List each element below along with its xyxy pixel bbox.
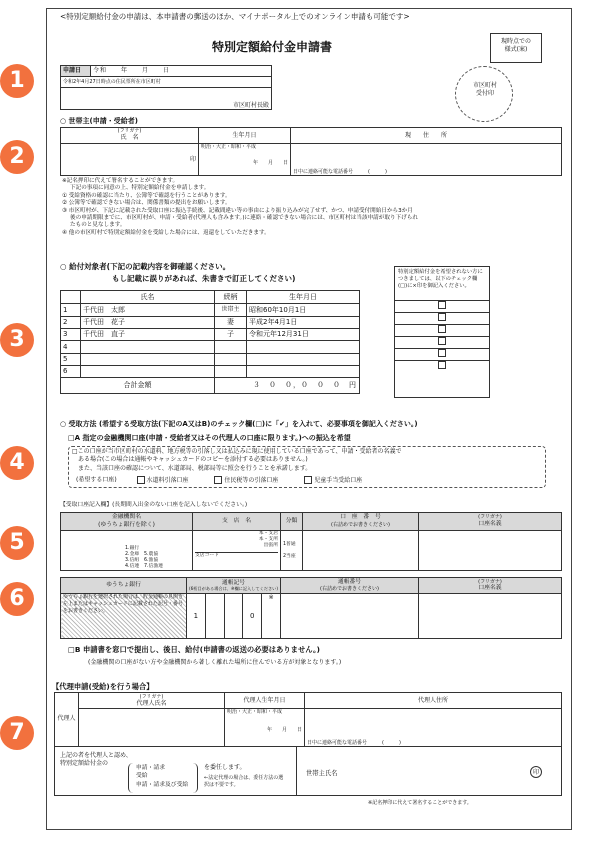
total-label: 合計金額 [61,378,215,394]
marker-2: 2 [0,140,34,174]
entrust-text: を委任します。 [204,764,246,771]
option-a-accounts: (希望する口座) 水道料引落口座 住民税等の引落口座 児童手当受給口座 [76,476,363,484]
proxy-address-header: 代理人住所 [305,693,562,709]
householder-table [60,127,562,176]
account-type-field[interactable]: 1普通 2当座 [281,531,303,571]
marker-6: 6 [0,582,34,616]
optout-checkboxes [394,300,490,372]
proxy-name-field[interactable] [79,709,225,747]
page-title: 特別定額給付金申請書 [212,40,333,54]
option-a-label[interactable]: □A 指定の金融機関口座(申請・受給者又はその代理人の口座に限ります。)への振込を希望 [68,434,351,442]
optout-checkbox-4[interactable] [438,337,446,345]
signature-footnote: ※記名押印に代えて署名することができます。 [368,800,472,806]
col-dob: 生年月日 [247,291,360,304]
col-relation: 続柄 [215,291,247,304]
recipients-table [60,290,360,394]
optout-checkbox-2[interactable] [438,313,446,321]
bank-caption: 【受取口座記入欄】(長期間入出金のない口座を記入しないでください。) [60,502,248,508]
marker-1: 1 [0,64,34,98]
householder-address-header: 現 住 所 [291,128,562,144]
holder-header: (フリガナ) 口座名義 [419,513,562,531]
table-row: 4 [61,341,360,353]
proxy-dob-header: 代理人生年月日 [225,693,305,709]
householder-name-header: (フリガナ) 氏 名 [61,128,199,144]
branch-field[interactable]: 本・支店 本・支所 出張所 支店コード [193,531,281,571]
recipients-heading: ○ 給付対象者(下記の記載内容を御確認ください。 [60,262,231,271]
entrust-note: ←法定代理の場合は、委任方法の選択は不要です。 [204,775,284,788]
proxy-address-field[interactable]: 日中に連絡可能な電話番号 ( ) [305,709,562,747]
optout-checkbox-3[interactable] [438,325,446,333]
water-checkbox[interactable] [137,476,145,484]
date-field[interactable]: 令和 年 月 日 [91,66,272,77]
yucho-code-field[interactable]: 1 0 ※ [187,594,281,639]
optout-checkbox-5[interactable] [438,349,446,357]
residence-line: 令和2年4月27日時点の住民票所在市区町村 [61,77,272,88]
application-date-table [60,65,272,110]
option-a-notes: □この口座が当市区町村の水道料、地方税等の引落し又は払込みに現に使用している口座であって、申請・受給者の名義で ある場合(この場合は通帳やキャッシュカードのコピーを添付する必要はありません。) また、当該口座の確認について、水道部局、税部局等に照会を行うことを承諾します。 [72,448,402,472]
yucho-number-field[interactable] [281,594,419,639]
marker-4: 4 [0,446,34,480]
account-number-header: 口 座 番 号 (右詰めでお書きください) [303,513,419,531]
yucho-table [60,577,562,639]
bank-name-field[interactable]: 1.銀行 2.金庫 5.農協 3.信組 6.漁協 4.信連 7.信漁連 [61,531,193,571]
seal-mark[interactable]: 印 [530,766,542,778]
table-row: 5 [61,353,360,365]
householder-dob-header: 生年月日 [199,128,291,144]
tax-checkbox[interactable] [214,476,222,484]
total-amount: ３ ０ ０，０ ０ ０ 円 [215,378,360,394]
method-heading: ○ 受取方法 (希望する受取方法(下記のA又はB)のチェック欄(□)に「✔」を入れて、必要事項を御記入ください。) [60,420,418,428]
bank-name-header: 金融機関名 (ゆうちょ銀行を除く) [61,513,193,531]
optout-checkbox-1[interactable] [438,301,446,309]
householder-name-field[interactable] [61,144,199,176]
account-number-field[interactable] [303,531,419,571]
delegation-option[interactable]: 受給 [136,773,148,780]
proxy-heading: 【代理申請(受給)を行う場合】 [52,682,154,691]
col-name: 氏名 [81,291,215,304]
option-b-label[interactable]: □B 申請書を窓口で提出し、後日、給付(申請書の返送の必要はありません。) [68,645,320,654]
yucho-holder-header: (フリガナ) 口座名義 [419,578,562,594]
marker-7: 7 [0,716,34,750]
delegation-option[interactable]: 申請・請求 [136,765,165,771]
yucho-holder-field[interactable] [419,594,562,639]
optout-checkbox-6[interactable] [438,361,446,369]
sample-format-box: 現時点での 様式(案) [490,33,542,63]
delegation-options [136,764,188,789]
householder-heading: ○ 世帯主(申請・受給者) [60,117,138,125]
seal-mark: 印 [189,155,196,163]
table-row: 2 千代田 花子 妻 平成2年4月1日 [61,316,360,328]
option-b-note: (金融機関の口座がない方や金融機関から著しく離れた場所に住んでいる方が対象となります。) [88,659,342,666]
delegation-option[interactable]: 申請・請求及び受給 [136,781,189,788]
householder-dob-field[interactable]: 明治・大正・昭和・平成 年 月 日 [199,144,291,176]
consent-notes: ※記名押印に代えて署名することができます。 下記の事項に同意の上、特別定額給付金を申請します。 ① 受給資格の確認に当たり、公簿等で確認を行うことがあります。 ② 公簿等で確認できない場合は、関係書類の提出をお願いします。 ③ 市区町村が、下記に記載された受取口座に振込手続後、記載間違い等の事由により振り込みが完了せず、かつ、申請受付開始日から3か月 後の申請期限までに、市区町村が、申請・受給者(代理人も含みます。)に連絡・確認できない場合には、市区町村は当該申請が取り下げられ たものと見なします。 ④ 他の市区町村で特別定額給付金を受給した場合には、返還をしていただきます。 [62,178,418,236]
table-row: 6 [61,365,360,377]
yucho-code-header: 通帳記号 (6桁目がある場合は、※欄に記入してください) [187,578,281,594]
optout-note: 特別定額給付金を希望されない方につきましては、以下のチェック欄(□)に×印を御記入ください。 [398,269,483,289]
online-note: <特別定額給付金の申請は、本申請書の郵送のほか、マイナポータル上でのオンライン申請も可能です> [60,12,410,21]
proxy-side-label: 代理人 [55,693,79,747]
account-holder-field[interactable] [419,531,562,571]
marker-5: 5 [0,526,34,560]
proxy-dob-field[interactable]: 明治・大正・昭和・平成 年 月 日 [225,709,305,747]
householder-address-field[interactable]: 日中に連絡可能な電話番号 ( ) [291,144,562,176]
householder-sign-label: 世帯主氏名 [306,770,338,777]
marker-3: 3 [0,323,34,357]
bank-table [60,512,562,571]
table-row: 1 千代田 太郎 世帯主 昭和60年10月1日 [61,304,360,316]
branch-header: 支 店 名 [193,513,281,531]
recipients-subheading: もし記載に誤りがあれば、朱書きで訂正してください) [112,274,296,283]
yucho-note: ゆうちょ銀行を選択された場合は、貯金通帳の見開き左上またはキャッシュカードに記載された記号・番号をお書きください。 [61,594,187,639]
mayor-line: 市区町村長殿 [61,88,272,110]
yucho-number-header: 通帳番号 (右詰めでお書きください) [281,578,419,594]
proxy-name-header: (フリガナ) 代理人氏名 [79,693,225,709]
delegation-divider [296,746,297,796]
proxy-table [54,692,562,747]
yucho-bank-label: ゆうちょ銀行 [61,578,187,594]
delegation-text: 上記の者を代理人と認め、 特別定額給付金の [60,752,132,768]
type-header: 分類 [281,513,303,531]
child-allowance-checkbox[interactable] [304,476,312,484]
reception-stamp-label: 市区町村 受付印 [472,82,497,97]
date-label: 申請日 [61,66,91,77]
table-row: 3 千代田 直子 子 令和元年12月31日 [61,329,360,341]
